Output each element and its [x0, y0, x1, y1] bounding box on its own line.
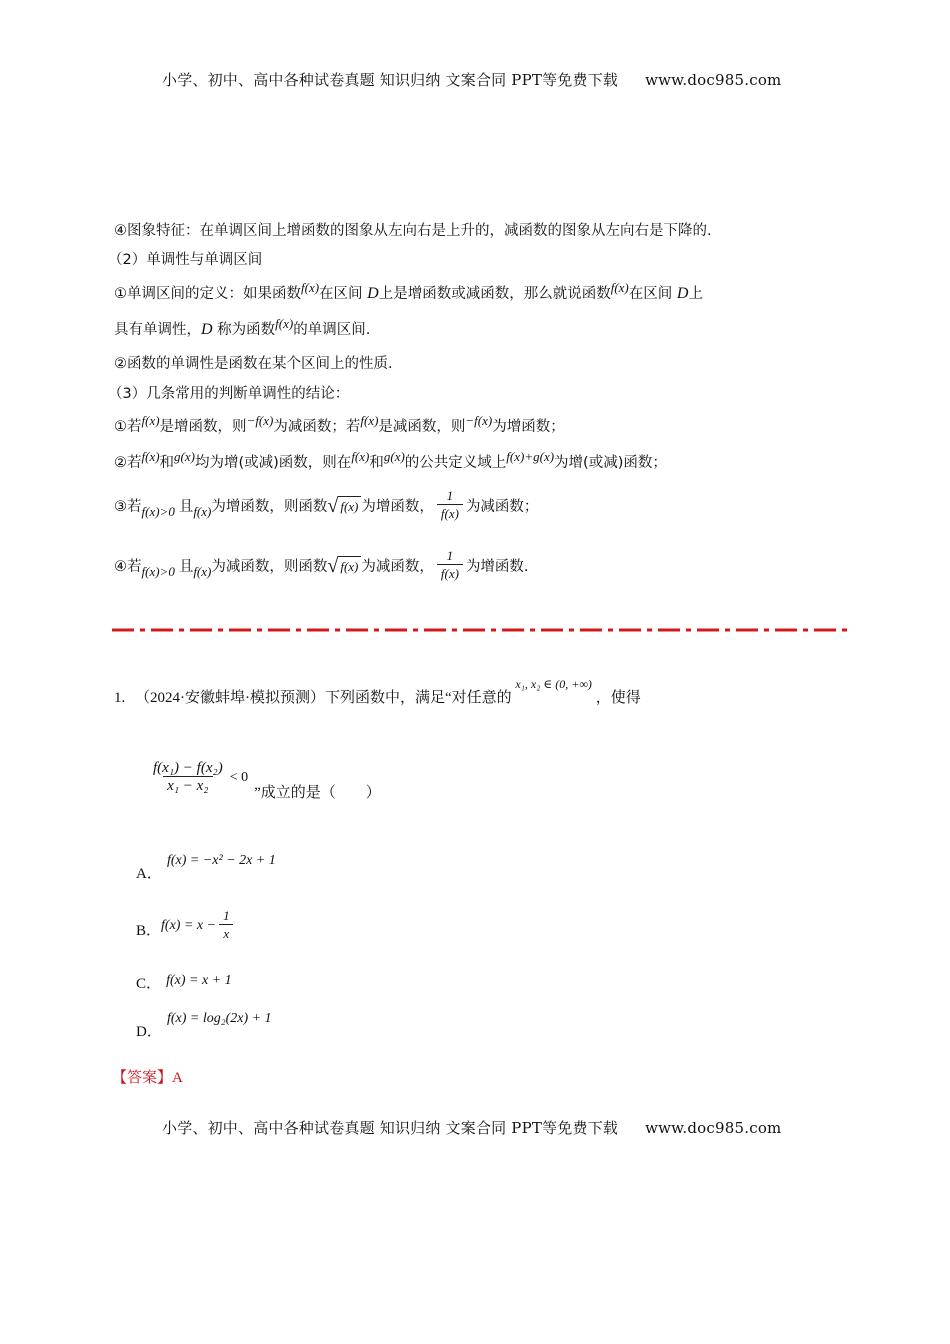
question-domain: x₁, x₂ ∈ (0, +∞) — [515, 677, 592, 691]
question-source: （2024·安徽蚌埠·模拟预测）下列函数中，满足“对任意的 — [135, 690, 512, 706]
line-interval-def-2: 具有单调性，D 称为函数f(x)的单调区间. — [114, 316, 371, 338]
math-fx: f(x) — [301, 280, 320, 295]
question-number: 1. — [114, 690, 126, 706]
question-condition: $\frac{\text{f(x₁) − f(x₂)}}{\text{x₁ − x₂}}$ < 0 ”成立的是（ ） — [146, 760, 381, 795]
reciprocal-fx: $\frac{1}{f(x)}$ — [437, 488, 463, 523]
header-text: 小学、初中、高中各种试卷真题 知识归纳 文案合同 PPT等免费下载 — [162, 71, 619, 89]
sqrt-fx: √ f(x) — [327, 496, 361, 516]
difference-quotient: $\frac{\text{f(x₁) − f(x₂)}}{\text{x₁ − x₂}}$ — [153, 760, 223, 794]
page-header — [162, 69, 781, 90]
answer-label: 【答案】 — [112, 1068, 173, 1086]
option-c[interactable]: C． f(x) = x + 1 — [136, 973, 232, 992]
line-rule-1: ①若f(x)是增函数，则−f(x)为减函数；若f(x)是减函数，则−f(x)为增函数； — [114, 413, 565, 435]
line-rule-2: ②若f(x)和g(x)均为增(或减)函数，则在f(x)和g(x)的公共定义域上f(x)+g(x)为增(或减)函数； — [114, 449, 667, 471]
reciprocal-fx: $\frac{1}{f(x)}$ — [437, 548, 463, 583]
line-section-2: （2）单调性与单调区间 — [108, 252, 263, 268]
section-divider — [112, 626, 852, 634]
footer-text: 小学、初中、高中各种试卷真题 知识归纳 文案合同 PPT等免费下载 — [162, 1119, 619, 1137]
sqrt-fx: √ f(x) — [327, 556, 361, 576]
footer-url: www.doc985.com — [645, 1119, 782, 1137]
math-D: D — [367, 285, 379, 302]
line-property: ②函数的单调性是函数在某个区间上的性质. — [114, 356, 393, 372]
answer — [112, 1066, 183, 1087]
line-image-feature: ④图象特征：在单调区间上增函数的图象从左向右是上升的，减函数的图象从左向右是下降的. — [114, 223, 712, 239]
page-footer — [162, 1117, 781, 1138]
option-d[interactable]: D． f(x) = log₂(2x) + 1 — [136, 1011, 272, 1040]
option-b[interactable]: B． f(x) = x − $\frac{1}{x}$ — [136, 908, 237, 943]
line-rule-3: ③若 f(x)>0 且 f(x) 为增函数，则函数 √ f(x) 为增函数， $\frac{1}{f(x)}$ 为减函数； — [114, 488, 539, 521]
answer-value: A — [172, 1070, 183, 1086]
line-rule-4: ④若 f(x)>0 且 f(x) 为减函数，则函数 √ f(x) 为减函数， $\frac{1}{f(x)}$ 为增函数. — [114, 548, 529, 581]
header-url: www.doc985.com — [645, 71, 782, 89]
question-tail: ，使得 — [595, 690, 641, 706]
line-section-3: （3）几条常用的判断单调性的结论： — [108, 386, 350, 402]
option-a[interactable]: A． f(x) = −x² − 2x + 1 — [136, 853, 276, 882]
line-interval-def: ①单调区间的定义：如果函数f(x)在区间 D上是增函数或减函数，那么就说函数f(x)在区间 D上 — [114, 280, 703, 302]
